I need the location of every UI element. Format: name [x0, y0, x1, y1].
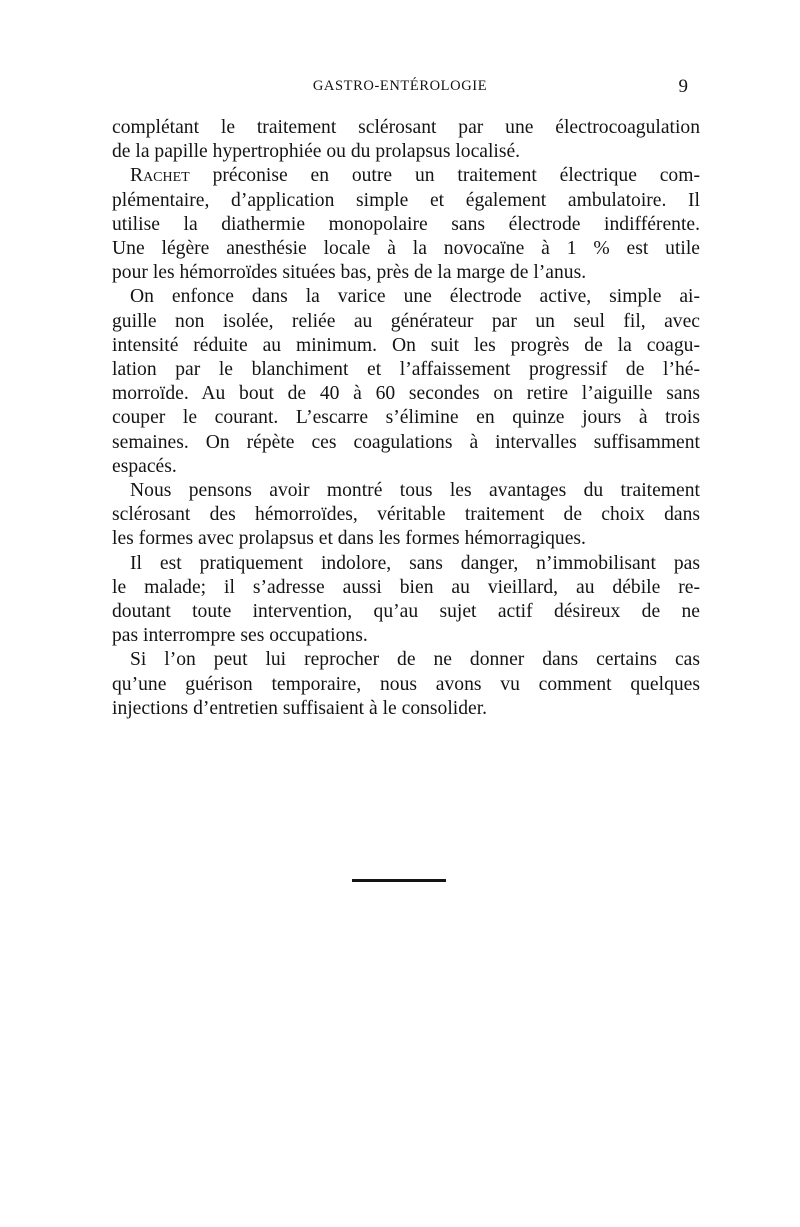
text-line: [112, 164, 700, 188]
text-line: utilise la diathermie monopolaire sans électrode indifférente.: [112, 213, 700, 235]
text-run: préconise en outre un traitement électrique com-: [189, 165, 700, 187]
text-line: intensité réduite au minimum. On suit les progrès de la coagu-: [112, 334, 700, 356]
text-line: Si l’on peut lui reprocher de ne donner dans certains cas: [130, 649, 700, 671]
text-line: plémentaire, d’application simple et également ambulatoire. Il: [112, 189, 700, 211]
text-line: sclérosant des hémorroïdes, véritable traitement de choix dans: [112, 504, 700, 526]
text-line: le malade; il s’adresse aussi bien au vieillard, au débile re-: [112, 576, 700, 598]
text-line: espacés.: [112, 455, 177, 477]
text-line: les formes avec prolapsus et dans les formes hémorragiques.: [112, 528, 586, 550]
text-line: complétant le traitement sclérosant par une électrocoagulation: [112, 117, 700, 138]
text-line: doutant toute intervention, qu’au sujet actif désireux de ne: [112, 601, 700, 623]
running-title: GASTRO-ENTÉROLOGIE: [312, 78, 488, 94]
body-text: [112, 116, 700, 721]
author-name: Rachet: [130, 165, 190, 187]
text-line: injections d’entretien suffisaient à le consolider.: [112, 697, 488, 719]
text-line: pas interrompre ses occupations.: [112, 625, 368, 647]
text-line: Nous pensons avoir montré tous les avantages du traitement: [130, 480, 700, 502]
text-line: Une légère anesthésie locale à la novocaïne à 1 % est utile: [112, 238, 700, 260]
page-number: 9: [678, 76, 688, 97]
text-line: Il est pratiquement indolore, sans danger, n’immobilisant pas: [130, 552, 700, 574]
text-line: lation par le blanchiment et l’affaissement progressif de l’hé-: [112, 359, 700, 381]
text-line: semaines. On répète ces coagulations à intervalles suffisamment: [112, 431, 700, 453]
running-head: [112, 78, 688, 102]
text-line: On enfonce dans la varice une électrode active, simple ai-: [130, 286, 700, 308]
text-line: qu’une guérison temporaire, nous avons vu comment quelques: [112, 673, 700, 695]
text-line: pour les hémorroïdes situées bas, près de la marge de l’anus.: [112, 262, 587, 284]
text-line: couper le courant. L’escarre s’élimine en quinze jours à trois: [112, 407, 700, 429]
text-line: morroïde. Au bout de 40 à 60 secondes on retire l’aiguille sans: [112, 383, 700, 405]
end-rule: [352, 879, 446, 882]
text-line: guille non isolée, reliée au générateur par un seul fil, avec: [112, 310, 700, 332]
text-line: de la papille hypertrophiée ou du prolapsus localisé.: [112, 141, 521, 163]
